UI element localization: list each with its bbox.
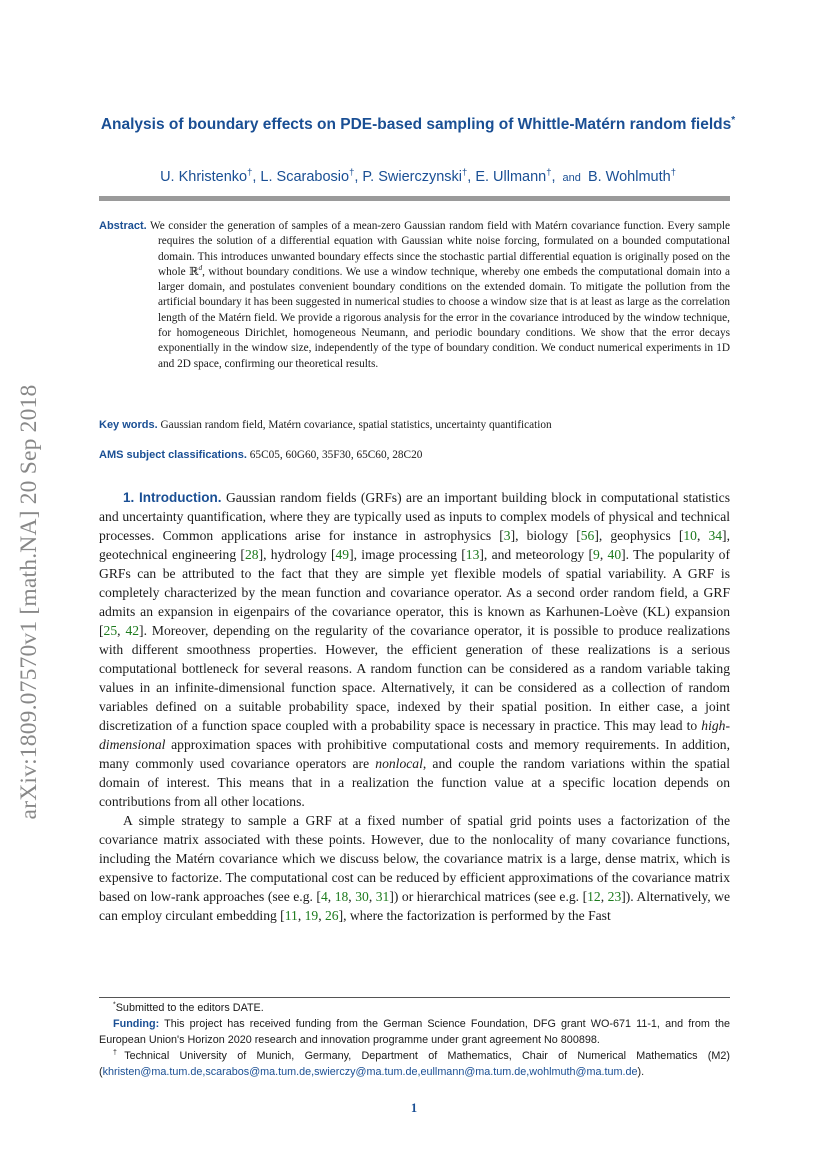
main-body xyxy=(99,488,730,925)
citation-link[interactable]: 3 xyxy=(503,528,511,543)
ams-classifications xyxy=(99,448,730,463)
citation-link[interactable]: 12 xyxy=(587,889,601,904)
section-number: 1. xyxy=(123,490,135,505)
citation-link[interactable]: 23 xyxy=(607,889,622,904)
citation-link[interactable]: 9 xyxy=(593,547,600,562)
author-affiliation-mark: † xyxy=(247,166,253,178)
abstract xyxy=(99,219,730,372)
author-affiliation-mark: † xyxy=(462,166,468,178)
citation-link[interactable]: 56 xyxy=(580,528,595,543)
body-text: ], geophysics [ xyxy=(594,528,684,543)
abstract-text-continued: , without boundary conditions. We use a window technique, whereby one embeds the computational domain into a larger domain, and postulates convenient boundary conditions on the extended domain. To mitigate the pollution from the artificial boundary it has been suggested in numerical studies to choose a window size that is at least as large as the correlation length of the Matérn field. We provide a rigorous analysis for the error in the covariance introduced by the window technique, for homogeneous Dirichlet, homogeneous Neumann, and periodic boundary conditions. We show that the error decays exponentially in the window size, independently of the type of boundary condition. We conduct numerical experiments in 1D and 2D space, confirming our theoretical results. xyxy=(158,265,730,370)
affiliation-end: ). xyxy=(637,1066,645,1078)
author-name: P. Swierczynski xyxy=(362,169,463,185)
footnote-submitted xyxy=(99,1000,730,1016)
abstract-text: We consider the generation of samples of a mean-zero Gaussian random field with Matérn covariance function. Every sample requires the solution of a differential equation with Gaussian white noise forcing, formulated on a bounded computational domain. This introduces unwanted boundary effects since the stochastic partial differential equation is originally posed on the whole ℝ xyxy=(150,220,730,278)
footnote-text: Submitted to the editors DATE. xyxy=(115,1002,264,1014)
paragraph-1 xyxy=(99,488,730,811)
body-text: , xyxy=(117,623,126,638)
body-text: , xyxy=(696,528,709,543)
citation-link[interactable]: 30 xyxy=(355,889,369,904)
citation-link[interactable]: 19 xyxy=(304,908,319,923)
body-text: approximation spaces with prohibitive computational costs and memory requirements. In addition, many commonly used covariance operators are xyxy=(99,737,730,771)
author-affiliation-mark: † xyxy=(349,166,355,178)
funding-label: Funding: xyxy=(113,1018,160,1030)
footnotes xyxy=(99,1000,730,1080)
footnote-funding xyxy=(99,1016,730,1048)
ams-label: AMS subject classifications. xyxy=(99,449,247,461)
author-conjunction: and xyxy=(562,172,581,184)
body-text: , xyxy=(348,889,356,904)
citation-link[interactable]: 42 xyxy=(125,623,140,638)
arxiv-identifier-stamp xyxy=(4,338,54,866)
body-text: , xyxy=(600,889,608,904)
body-text: , xyxy=(327,889,335,904)
author-emails-link[interactable]: khristen@ma.tum.de,scarabos@ma.tum.de,swierczy@ma.tum.de,eullmann@ma.tum.de,wohlmuth@ma.tum.de xyxy=(102,1066,638,1078)
citation-link[interactable]: 26 xyxy=(325,908,339,923)
body-text: , xyxy=(297,908,305,923)
citation-link[interactable]: 28 xyxy=(244,547,259,562)
body-text: ]). Alternatively, we can employ circulant embedding [ xyxy=(99,889,731,923)
ams-text: 65C05, 60G60, 35F30, 65C60, 28C20 xyxy=(249,449,423,461)
author-name: L. Scarabosio xyxy=(260,169,350,185)
citation-link[interactable]: 34 xyxy=(708,528,723,543)
citation-link[interactable]: 31 xyxy=(375,889,390,904)
footnote-divider xyxy=(99,997,730,998)
author-affiliation-mark: † xyxy=(670,166,676,178)
abstract-label: Abstract. xyxy=(99,220,147,232)
paragraph-2 xyxy=(99,811,730,925)
emphasized-term: nonlocal xyxy=(375,756,423,771)
body-text: Gaussian random fields (GRFs) are an important building block in computational statistics and uncertainty quantification, where they are typically used as inputs to complex models of physical and technical processes. Common applications arise for instance in astrophysics [ xyxy=(99,490,730,543)
paragraph-1-text xyxy=(99,490,730,809)
title-divider xyxy=(99,196,730,201)
citation-link[interactable]: 49 xyxy=(335,547,350,562)
body-text: ], geotechnical engineering [ xyxy=(99,528,730,562)
abstract-superscript: d xyxy=(198,263,203,273)
author-name: E. Ullmann xyxy=(475,169,547,185)
keywords-label: Key words. xyxy=(99,419,158,431)
emphasized-term: high-dimensional xyxy=(99,718,730,752)
funding-text: This project has received funding from the German Science Foundation, DFG grant WO-671 11-1, and from the European Union's Horizon 2020 research and innovation programme under grant agreement No 800898. xyxy=(99,1018,730,1046)
citation-link[interactable]: 13 xyxy=(465,547,480,562)
citation-link[interactable]: 40 xyxy=(607,547,622,562)
arxiv-stamp-text: arXiv:1809.07570v1 [math.NA] 20 Sep 2018 xyxy=(16,384,42,820)
paper-title xyxy=(96,114,740,135)
citation-link[interactable]: 10 xyxy=(683,528,697,543)
body-text: ]) or hierarchical matrices (see e.g. [ xyxy=(389,889,588,904)
author-name: U. Khristenko xyxy=(160,169,248,185)
section-title: Introduction. xyxy=(139,490,222,505)
keywords xyxy=(99,418,730,433)
footnote-mark: † xyxy=(113,1049,125,1057)
citation-link[interactable]: 11 xyxy=(284,908,298,923)
body-text: ], image processing [ xyxy=(349,547,466,562)
affiliation-text: Technical University of Munich, Germany, Department of Mathematics, Chair of Numerical Mathematics (M2) ( xyxy=(99,1050,730,1078)
author-name: B. Wohlmuth xyxy=(587,169,671,185)
body-text: , and couple the random variations within the spatial domain of interest. This means that in a realization the function value at a specific location depends on contributions from all other locations. xyxy=(99,756,730,809)
body-text: ], and meteorology [ xyxy=(479,547,594,562)
author-list: U. Khristenko†, L. Scarabosio†, P. Swierczynski†, E. Ullmann†, and B. Wohlmuth† xyxy=(160,166,676,185)
body-text: ], biology [ xyxy=(510,528,581,543)
author-affiliation-mark: † xyxy=(546,166,552,178)
paper-title-text: Analysis of boundary effects on PDE-based sampling of Whittle-Matérn random fields xyxy=(100,116,732,133)
title-footnote-mark: * xyxy=(731,114,736,126)
body-text: ]. The popularity of GRFs can be attributed to the fact that they are simple yet flexible models of spatial variability. A GRF is completely characterized by the mean function and covariance operator. As a second order random field, a GRF admits an expansion in eigenpairs of the covariance operator, this is known as Karhunen-Loève (KL) expansion [ xyxy=(99,547,730,638)
body-text: , xyxy=(318,908,325,923)
body-text: A simple strategy to sample a GRF at a fixed number of spatial grid points uses a factorization of the covariance matrix associated with these points. However, due to the nonlocality of many covariance functions, including the Matérn covariance which we discuss below, the covariance matrix is a large, dense matrix, which is expensive to factorize. The computational cost can be reduced by efficient approximations of the covariance matrix based on low-rank approaches (see e.g. [ xyxy=(99,813,730,904)
body-text: ], hydrology [ xyxy=(258,547,336,562)
footnote-mark: * xyxy=(113,1001,116,1009)
citation-link[interactable]: 4 xyxy=(320,889,328,904)
body-text: , xyxy=(368,889,376,904)
footnote-affiliation xyxy=(99,1048,730,1080)
page-number: 1 xyxy=(410,1101,418,1115)
citation-link[interactable]: 25 xyxy=(103,623,118,638)
citation-link[interactable]: 18 xyxy=(334,889,349,904)
section-heading xyxy=(123,490,222,505)
paragraph-2-text xyxy=(99,813,730,923)
body-text: ], where the factorization is performed by the Fast xyxy=(338,908,611,923)
body-text: ]. Moreover, depending on the regularity of the covariance operator, it is possible to produce realizations with different smoothness properties. However, the efficient generation of these realizations is a serious computational bottleneck for several reasons. A random function can be considered as a random variable taking values in an infinite-dimensional function space. Alternatively, it can be considered as a collection of random variables defined on a suitable probability space, indexed by their spatial position. In either case, a joint discretization of a function space coupled with a probability space is necessary in practice. This may lead to xyxy=(99,623,730,733)
body-text: , xyxy=(599,547,608,562)
keywords-text: Gaussian random field, Matérn covariance, spatial statistics, uncertainty quantification xyxy=(160,419,552,431)
